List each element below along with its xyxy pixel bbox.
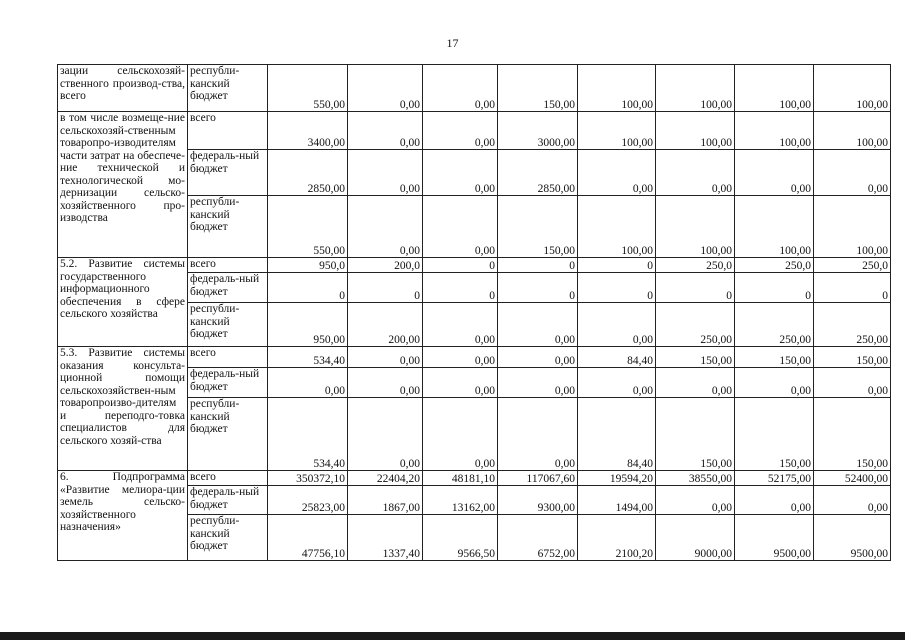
amount-cell: 0,00: [735, 150, 814, 196]
table-row: [58, 112, 891, 150]
amount-cell: 9566,50: [423, 515, 498, 561]
funding-source-cell: республи-канский бюджет: [188, 515, 268, 561]
amount-cell: 0: [656, 273, 735, 303]
amount-cell: 0,00: [348, 196, 423, 258]
program-description-cell: зации сельскохозяй-ственного производ-ства, всего: [58, 65, 188, 112]
amount-cell: 0,00: [578, 150, 656, 196]
amount-cell: 9300,00: [498, 486, 578, 515]
amount-cell: 25823,00: [268, 486, 348, 515]
amount-cell: 100,00: [578, 196, 656, 258]
amount-cell: 1494,00: [578, 486, 656, 515]
amount-cell: 84,40: [578, 347, 656, 368]
funding-source-cell: федераль-ный бюджет: [188, 150, 268, 196]
amount-cell: 0: [498, 258, 578, 273]
amount-cell: 0: [348, 273, 423, 303]
amount-cell: 0: [498, 273, 578, 303]
amount-cell: 0,00: [814, 486, 891, 515]
amount-cell: 950,00: [268, 303, 348, 347]
program-description-cell: в том числе возмеще-ние сельскохозяй-ственным товаропро-изводителям части затрат на обеспече-ние технической и технологической мо-дернизации сельско-хозяйственного про-изводства: [58, 112, 188, 258]
amount-cell: 534,40: [268, 347, 348, 368]
amount-cell: 0,00: [423, 65, 498, 112]
amount-cell: 0,00: [348, 347, 423, 368]
amount-cell: 47756,10: [268, 515, 348, 561]
amount-cell: 350372,10: [268, 471, 348, 486]
amount-cell: 550,00: [268, 196, 348, 258]
amount-cell: 0,00: [423, 303, 498, 347]
amount-cell: 0: [423, 273, 498, 303]
amount-cell: 0,00: [498, 398, 578, 471]
amount-cell: 100,00: [656, 65, 735, 112]
amount-cell: 6752,00: [498, 515, 578, 561]
amount-cell: 550,00: [268, 65, 348, 112]
amount-cell: 0,00: [348, 398, 423, 471]
amount-cell: 0,00: [423, 368, 498, 398]
funding-source-cell: республи-канский бюджет: [188, 65, 268, 112]
funding-source-cell: республи-канский бюджет: [188, 398, 268, 471]
amount-cell: 84,40: [578, 398, 656, 471]
amount-cell: 250,0: [656, 258, 735, 273]
amount-cell: 100,00: [814, 196, 891, 258]
amount-cell: 0,00: [498, 368, 578, 398]
budget-table: [57, 64, 891, 561]
amount-cell: 0,00: [348, 150, 423, 196]
amount-cell: 0: [735, 273, 814, 303]
amount-cell: 2850,00: [268, 150, 348, 196]
funding-source-cell: федераль-ный бюджет: [188, 273, 268, 303]
amount-cell: 250,00: [735, 303, 814, 347]
amount-cell: 0,00: [423, 347, 498, 368]
amount-cell: 0: [814, 273, 891, 303]
amount-cell: 150,00: [656, 347, 735, 368]
funding-source-cell: республи-канский бюджет: [188, 196, 268, 258]
amount-cell: 0,00: [735, 368, 814, 398]
amount-cell: 100,00: [578, 112, 656, 150]
amount-cell: 0: [578, 258, 656, 273]
amount-cell: 150,00: [498, 65, 578, 112]
amount-cell: 0,00: [423, 196, 498, 258]
amount-cell: 0,00: [578, 303, 656, 347]
amount-cell: 117067,60: [498, 471, 578, 486]
funding-source-cell: республи-канский бюджет: [188, 303, 268, 347]
amount-cell: 0,00: [423, 150, 498, 196]
funding-source-cell: федераль-ный бюджет: [188, 368, 268, 398]
amount-cell: 0,00: [814, 150, 891, 196]
amount-cell: 0,00: [423, 112, 498, 150]
amount-cell: 52175,00: [735, 471, 814, 486]
table-row: [58, 258, 891, 273]
funding-source-cell: всего: [188, 258, 268, 273]
amount-cell: 48181,10: [423, 471, 498, 486]
amount-cell: 150,00: [735, 347, 814, 368]
amount-cell: 0,00: [423, 398, 498, 471]
amount-cell: 2850,00: [498, 150, 578, 196]
amount-cell: 9500,00: [735, 515, 814, 561]
amount-cell: 0,00: [656, 486, 735, 515]
amount-cell: 0,00: [498, 303, 578, 347]
amount-cell: 200,00: [348, 303, 423, 347]
amount-cell: 19594,20: [578, 471, 656, 486]
amount-cell: 0,00: [656, 368, 735, 398]
amount-cell: 1867,00: [348, 486, 423, 515]
amount-cell: 100,00: [814, 65, 891, 112]
amount-cell: 100,00: [578, 65, 656, 112]
amount-cell: 0: [268, 273, 348, 303]
amount-cell: 100,00: [814, 112, 891, 150]
table-row: [58, 65, 891, 112]
amount-cell: 250,00: [814, 303, 891, 347]
amount-cell: 22404,20: [348, 471, 423, 486]
amount-cell: 13162,00: [423, 486, 498, 515]
funding-source-cell: всего: [188, 347, 268, 368]
amount-cell: 0,00: [498, 347, 578, 368]
page-number: 17: [446, 36, 459, 50]
amount-cell: 0,00: [578, 368, 656, 398]
amount-cell: 9000,00: [656, 515, 735, 561]
amount-cell: 0,00: [348, 65, 423, 112]
funding-source-cell: федераль-ный бюджет: [188, 486, 268, 515]
program-description-cell: 5.3. Развитие системы оказания консульта-ционной помощи сельскохозяйствен-ным товаропроизво-дителям и переподго-товка специалистов для сельского хозяй-ства: [58, 347, 188, 471]
amount-cell: 1337,40: [348, 515, 423, 561]
amount-cell: 3400,00: [268, 112, 348, 150]
amount-cell: 0,00: [348, 368, 423, 398]
amount-cell: 150,00: [735, 398, 814, 471]
amount-cell: 0,00: [268, 368, 348, 398]
amount-cell: 0: [423, 258, 498, 273]
budget-table-body: [58, 65, 891, 561]
amount-cell: 150,00: [814, 347, 891, 368]
amount-cell: 0: [578, 273, 656, 303]
table-row: [58, 347, 891, 368]
amount-cell: 100,00: [735, 196, 814, 258]
amount-cell: 52400,00: [814, 471, 891, 486]
amount-cell: 0,00: [814, 368, 891, 398]
amount-cell: 100,00: [656, 196, 735, 258]
amount-cell: 200,0: [348, 258, 423, 273]
funding-source-cell: всего: [188, 471, 268, 486]
amount-cell: 3000,00: [498, 112, 578, 150]
amount-cell: 9500,00: [814, 515, 891, 561]
amount-cell: 0,00: [656, 150, 735, 196]
program-description-cell: 5.2. Развитие системы государственного информационного обеспечения в сфере сельского хозяйства: [58, 258, 188, 347]
amount-cell: 250,0: [814, 258, 891, 273]
amount-cell: 100,00: [735, 112, 814, 150]
amount-cell: 38550,00: [656, 471, 735, 486]
amount-cell: 150,00: [656, 398, 735, 471]
amount-cell: 150,00: [498, 196, 578, 258]
amount-cell: 150,00: [814, 398, 891, 471]
program-description-cell: 6. Подпрограмма «Развитие мелиора-ции земель сельско-хозяйственного назначения»: [58, 471, 188, 561]
amount-cell: 0,00: [348, 112, 423, 150]
amount-cell: 250,00: [656, 303, 735, 347]
bottom-scan-edge: [0, 632, 905, 640]
amount-cell: 250,0: [735, 258, 814, 273]
amount-cell: 0,00: [735, 486, 814, 515]
amount-cell: 100,00: [735, 65, 814, 112]
amount-cell: 2100,20: [578, 515, 656, 561]
amount-cell: 950,0: [268, 258, 348, 273]
funding-source-cell: всего: [188, 112, 268, 150]
amount-cell: 100,00: [656, 112, 735, 150]
table-row: [58, 471, 891, 486]
amount-cell: 534,40: [268, 398, 348, 471]
